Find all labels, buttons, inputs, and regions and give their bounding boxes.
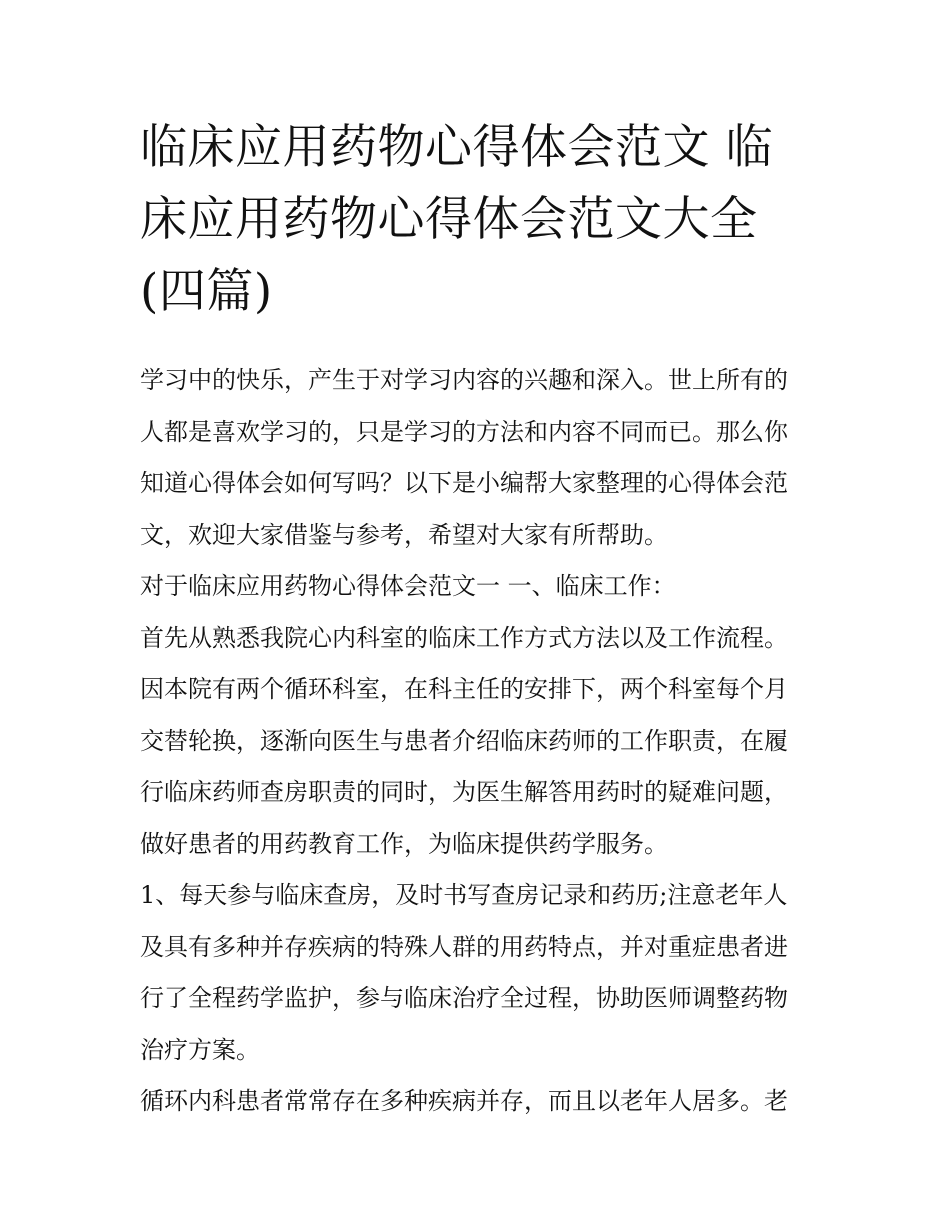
text-line: 行临床药师查房职责的同时，为医生解答用药时的疑难问题， xyxy=(140,778,788,806)
title-line: 床应用药物心得体会范文大全 xyxy=(140,192,758,247)
text-line: 1、每天参与临床查房，及时书写查房记录和药历;注意老年人 xyxy=(140,881,788,909)
document-title xyxy=(140,112,830,328)
text-line: 交替轮换，逐渐向医生与患者介绍临床药师的工作职责，在履 xyxy=(140,726,788,755)
closing-paragraph xyxy=(140,1076,830,1128)
text-line: 循环内科患者常常存在多种疾病并存，而且以老年人居多。老 xyxy=(140,1087,788,1115)
text-line: 行了全程药学监护，参与临床治疗全过程，协助医师调整药物 xyxy=(140,984,788,1012)
text-line: 治疗方案。 xyxy=(140,1035,260,1064)
title-line: (四篇) xyxy=(140,264,273,319)
text-line: 人都是喜欢学习的，只是学习的方法和内容不同而已。那么你 xyxy=(140,417,788,446)
clinical-work-paragraph xyxy=(140,613,830,871)
text-line: 因本院有两个循环科室，在科主任的安排下，两个科室每个月 xyxy=(140,675,788,703)
document-body xyxy=(140,355,830,1128)
intro-paragraph xyxy=(140,355,830,561)
text-line: 学习中的快乐，产生于对学习内容的兴趣和深入。世上所有的 xyxy=(140,366,788,394)
title-line: 临床应用药物心得体会范文 临 xyxy=(140,120,773,175)
numbered-item-paragraph xyxy=(140,870,830,1076)
text-line: 文，欢迎大家借鉴与参考，希望对大家有所帮助。 xyxy=(140,520,668,549)
text-line: 及具有多种并存疾病的特殊人群的用药特点，并对重症患者进 xyxy=(140,932,788,961)
text-line: 知道心得体会如何写吗？以下是小编帮大家整理的心得体会范 xyxy=(140,469,788,497)
section-heading-paragraph xyxy=(140,561,830,613)
text-line: 对于临床应用药物心得体会范文一 一、临床工作： xyxy=(140,572,676,600)
text-line: 做好患者的用药教育工作，为临床提供药学服务。 xyxy=(140,829,668,858)
text-line: 首先从熟悉我院心内科室的临床工作方式方法以及工作流程。 xyxy=(140,623,788,652)
